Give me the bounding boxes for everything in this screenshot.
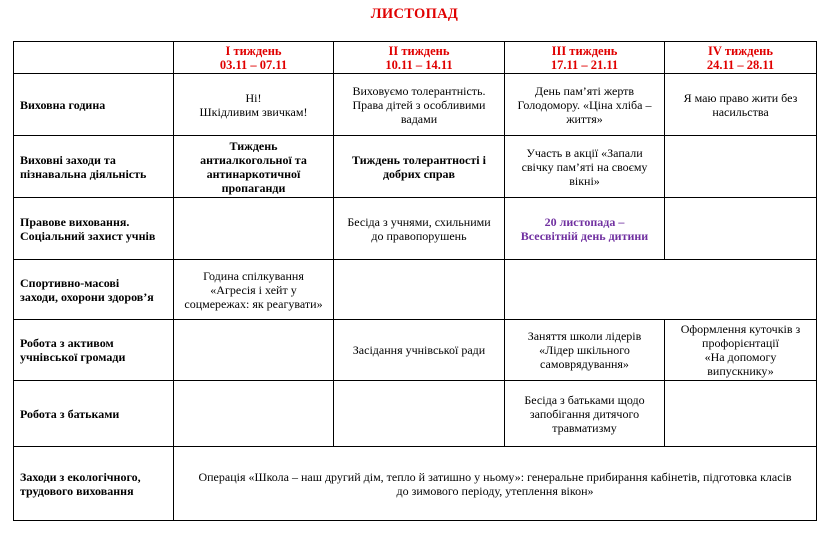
cell-line: Бесіда з батьками щодо (524, 392, 645, 407)
cell-line: Ні! (245, 90, 262, 105)
cell-line: до правопорушень (371, 228, 467, 243)
activity-cell (174, 74, 334, 136)
week-header-2 (334, 42, 505, 74)
week-header-1 (174, 42, 334, 74)
cell-line: запобігання дитячого (529, 406, 640, 421)
cell-line: антинаркотичної (206, 166, 301, 181)
activity-cell-empty (334, 260, 505, 320)
week-dates: 10.11 – 14.11 (385, 57, 453, 72)
activity-cell (174, 136, 334, 198)
cell-line: насильства (712, 104, 769, 119)
row-header-line: Виховні заходи та (20, 152, 116, 167)
page-title: ЛИСТОПАД (370, 6, 459, 22)
activity-cell-empty (174, 381, 334, 447)
activity-cell (174, 260, 334, 320)
week-header-4 (665, 42, 817, 74)
week-dates: 17.11 – 21.11 (550, 57, 619, 72)
cell-line: антиалкогольної та (200, 152, 307, 167)
cell-line: випускнику» (707, 364, 774, 378)
cell-line: Всесвітній день дитини (520, 228, 649, 243)
row-header-line: Робота з батьками (20, 406, 120, 421)
table-row (14, 260, 817, 320)
activity-cell-empty (174, 198, 334, 260)
week-header-3 (505, 42, 665, 74)
activity-cell (505, 381, 665, 447)
row-header-line: трудового виховання (20, 483, 134, 498)
row-header (14, 447, 174, 521)
header-row (14, 42, 817, 74)
activity-cell (334, 320, 505, 381)
table-row (14, 381, 817, 447)
cell-line: «На допомогу (704, 350, 777, 364)
cell-line: Голодомору. «Ціна хліба – (517, 97, 652, 112)
cell-line: Година спілкування (203, 268, 304, 283)
activity-cell-empty (665, 136, 817, 198)
cell-line: «Агресія і хейт у (210, 282, 297, 297)
cell-line: Я маю право жити без (683, 90, 798, 105)
row-header (14, 381, 174, 447)
table-row (14, 447, 817, 521)
activity-cell-wide (174, 447, 817, 521)
activity-cell (334, 74, 505, 136)
row-header-line: Правове виховання. (20, 214, 130, 229)
cell-line: Права дітей з особливими (352, 97, 486, 112)
row-header (14, 136, 174, 198)
cell-line: Заняття школи лідерів (527, 329, 642, 343)
row-header (14, 74, 174, 136)
cell-line: День пам’яті жертв (534, 83, 635, 98)
cell-line: профорієнтації (702, 336, 779, 350)
activity-cell (665, 74, 817, 136)
row-header-line: Заходи з екологічного, (20, 469, 141, 484)
cell-line: добрих справ (382, 166, 456, 181)
table-row (14, 198, 817, 260)
row-header-line: Спортивно-масові (20, 275, 120, 290)
row-header-line: пізнавальна діяльність (20, 166, 147, 181)
cell-line: пропаганди (221, 180, 286, 195)
week-name: IV тиждень (708, 43, 773, 58)
cell-line: вадами (400, 111, 438, 126)
week-dates: 03.11 – 07.11 (219, 57, 288, 72)
activity-cell (334, 136, 505, 198)
table-row (14, 320, 817, 381)
cell-line: 20 листопада – (544, 214, 625, 229)
cell-line: Виховуємо толерантність. (352, 83, 486, 98)
cell-line: Участь в акції «Запали (526, 145, 643, 160)
cell-line: свічку пам’яті на своєму (521, 159, 648, 174)
activity-cell-empty (505, 260, 817, 320)
activity-cell (505, 74, 665, 136)
row-header (14, 260, 174, 320)
row-header (14, 198, 174, 260)
table-row (14, 74, 817, 136)
cell-line: Засідання учнівської ради (352, 343, 486, 357)
week-name: II тиждень (388, 43, 450, 58)
activity-cell (665, 320, 817, 381)
cell-line: Шкідливим звичкам! (199, 104, 308, 119)
cell-line: соцмережах: як реагувати» (184, 296, 323, 311)
activity-cell-empty (665, 381, 817, 447)
row-header-line: заходи, охорони здоров’я (20, 289, 154, 304)
row-header-line: Соціальний захист учнів (20, 228, 156, 243)
cell-line: травматизму (552, 420, 617, 435)
week-name: I тиждень (225, 43, 282, 58)
activity-cell-empty (174, 320, 334, 381)
cell-line: Операція «Школа – наш другий дім, тепло й затишно у ньому»: генеральне прибирання кабінетів, підготовка класів (198, 469, 792, 484)
table-row (14, 136, 817, 198)
activity-cell (505, 198, 665, 260)
cell-line: самоврядування» (540, 357, 629, 371)
week-dates: 24.11 – 28.11 (706, 57, 775, 72)
activity-cell-empty (334, 381, 505, 447)
row-header-line: Виховна година (20, 97, 106, 112)
row-header-line: учнівської громади (20, 350, 126, 364)
activity-cell (505, 320, 665, 381)
cell-line: Бесіда з учнями, схильними (347, 214, 491, 229)
activity-cell (505, 136, 665, 198)
cell-line: до зимового періоду, утеплення вікон» (396, 483, 594, 498)
activity-cell-empty (665, 198, 817, 260)
row-header-line: Робота з активом (20, 336, 114, 350)
cell-line: життя» (566, 111, 603, 126)
corner-cell (14, 42, 174, 74)
cell-line: Тиждень (229, 138, 278, 153)
monthly-plan-table (13, 41, 817, 521)
cell-line: Тиждень толерантності і (352, 152, 486, 167)
week-name: III тиждень (551, 43, 618, 58)
cell-line: Оформлення куточків з (680, 322, 801, 336)
cell-line: «Лідер шкільного (539, 343, 630, 357)
activity-cell (334, 198, 505, 260)
row-header (14, 320, 174, 381)
cell-line: вікні» (569, 173, 600, 188)
